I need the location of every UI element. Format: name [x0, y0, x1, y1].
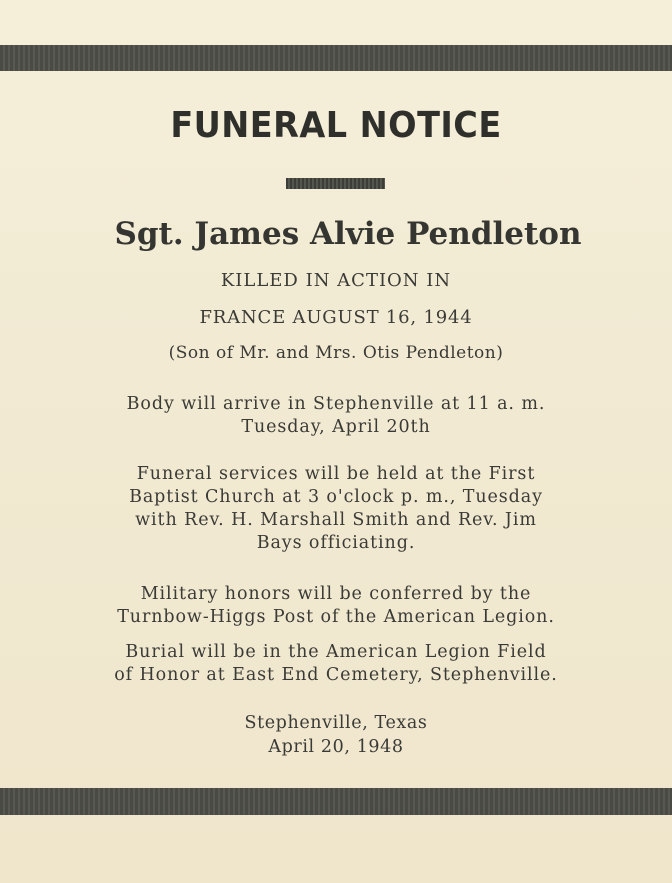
burial-line: of Honor at East End Cemetery, Stephenville.	[114, 665, 558, 685]
burial-line: Burial will be in the American Legion Field	[125, 642, 547, 662]
killed-in-action-line: KILLED IN ACTION IN	[220, 270, 452, 291]
france-date-line: FRANCE AUGUST 16, 1944	[199, 307, 473, 328]
notice-title: FUNERAL NOTICE	[170, 105, 502, 146]
services-line: with Rev. H. Marshall Smith and Rev. Jim	[135, 510, 537, 530]
services-line: Baptist Church at 3 o'clock p. m., Tuesday	[129, 487, 543, 507]
deceased-name: Sgt. James Alvie Pendleton	[114, 216, 582, 252]
location-date-block	[0, 711, 672, 759]
burial-paragraph	[0, 641, 672, 687]
services-line: Funeral services will be held at the First	[136, 464, 536, 484]
bottom-border-rule	[0, 788, 672, 815]
honors-paragraph	[0, 583, 672, 629]
honors-line: Military honors will be conferred by the	[140, 584, 532, 604]
services-paragraph	[0, 463, 672, 555]
title-ornament	[286, 178, 385, 189]
services-line: Bays officiating.	[256, 533, 416, 553]
arrival-line: Tuesday, April 20th	[241, 417, 431, 437]
top-border-rule	[0, 45, 672, 71]
parents-line: (Son of Mr. and Mrs. Otis Pendleton)	[168, 343, 504, 363]
arrival-line: Body will arrive in Stephenville at 11 a. m.	[126, 394, 546, 414]
honors-line: Turnbow-Higgs Post of the American Legion.	[117, 607, 555, 627]
arrival-paragraph	[0, 393, 672, 439]
location-text: Stephenville, Texas	[244, 713, 428, 733]
date-text: April 20, 1948	[268, 737, 404, 757]
